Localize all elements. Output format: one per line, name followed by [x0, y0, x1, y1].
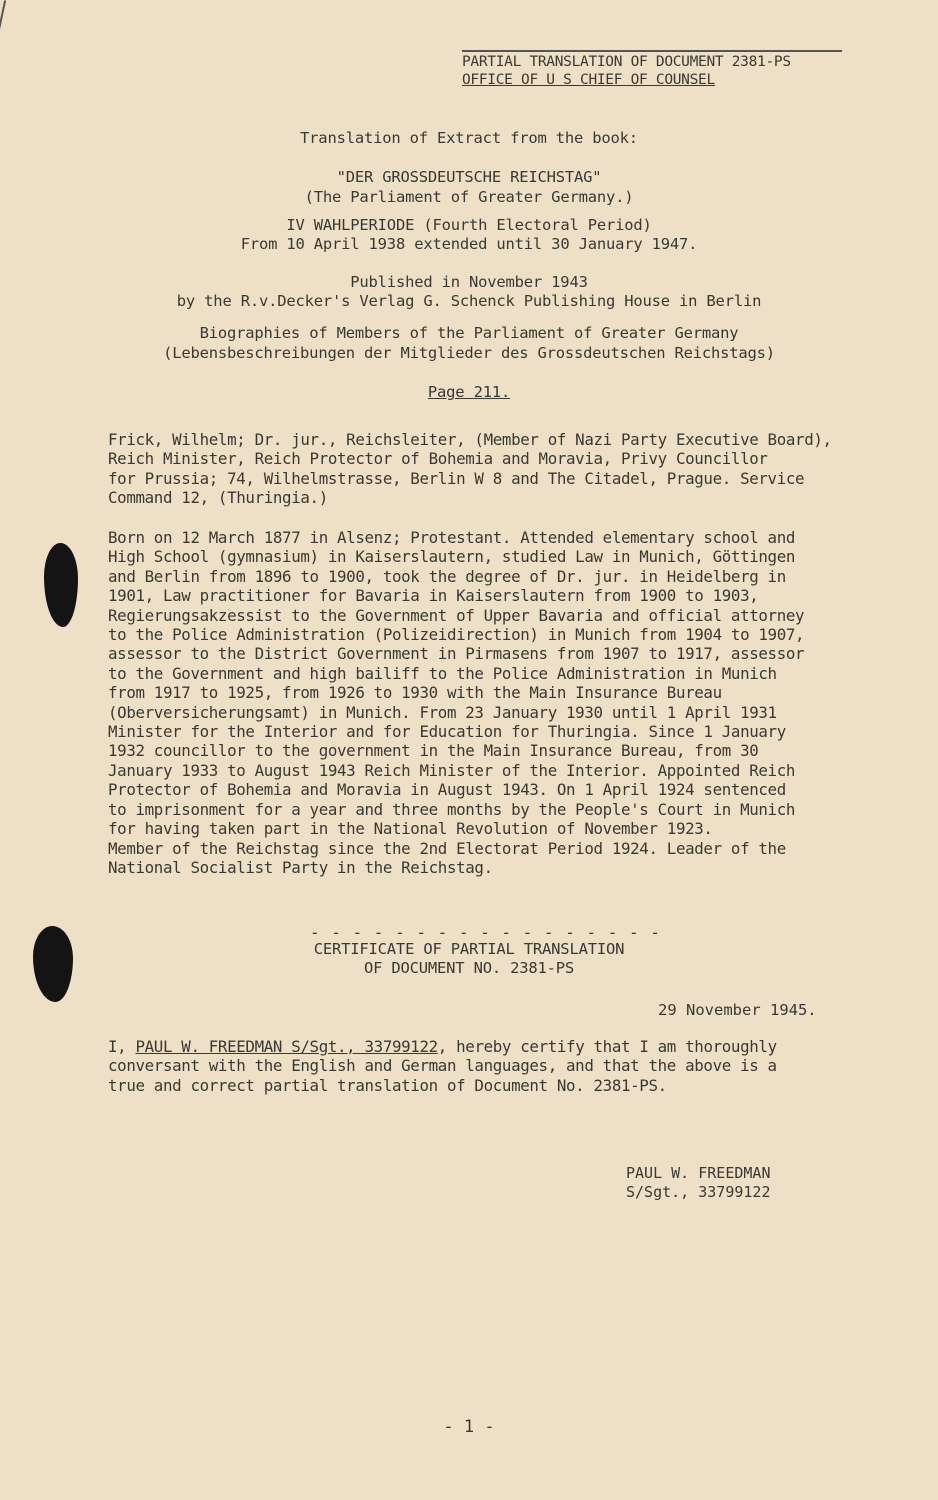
section-separator: - - - - - - - - - - - - - - - - -	[310, 923, 661, 942]
header-line-2: OFFICE OF U S CHIEF OF COUNSEL	[462, 72, 715, 88]
intro-line: Translation of Extract from the book:	[300, 129, 638, 147]
entry-heading: Frick, Wilhelm; Dr. jur., Reichsleiter, (Member of Nazi Party Executive Board), Reich Minister, Reich Protector of Bohemia and Moravia, Privy Councillor for Prussia; 74, Wilhelmstrasse, Berlin W 8 and The Citadel, Prague. Service Command 12, (Thuringia.)	[108, 430, 832, 508]
book-title-translation: (The Parliament of Greater Germany.)	[304, 188, 634, 206]
document-header	[462, 50, 842, 89]
statement-prefix: I,	[108, 1037, 136, 1056]
signature-name: PAUL W. FREEDMAN	[626, 1164, 771, 1182]
translator-name: PAUL W. FREEDMAN S/Sgt., 33799122	[135, 1037, 438, 1056]
published-date: Published in November 1943	[350, 273, 588, 291]
certificate-date: 29 November 1945.	[658, 1001, 817, 1019]
publisher: by the R.v.Decker's Verlag G. Schenck Publishing House in Berlin	[176, 292, 762, 310]
ink-blot-mark	[44, 543, 78, 627]
entry-biography: Born on 12 March 1877 in Alsenz; Protestant. Attended elementary school and High School (gymnasium) in Kaiserslautern, studied Law in Munich, Göttingen and Berlin from 1896 to 1900, took the degree of Dr. jur. in Heidelberg in 1901, Law practitioner for Bavaria in Kaiserslautern from 1900 to 1903, Regierungsakzessist to the Government of Upper Bavaria and official attorney to the Police Administration (Polizeidirection) in Munich from 1904 to 1907, assessor to the District Government in Pirmasens from 1907 to 1917, assessor to the Government and high bailiff to the Police Administration in Munich from 1917 to 1925, from 1926 to 1930 with the Main Insurance Bureau (Oberversicherungsamt) in Munich. From 23 January 1930 until 1 April 1931 Minister for the Interior and for Education for Thuringia. Since 1 January 1932 councillor to the government in the Main Insurance Bureau, from 30 January 1933 to August 1943 Reich Minister of the Interior. Appointed Reich Protector of Bohemia and Moravia in August 1943. On 1 April 1924 sentenced to imprisonment for a year and three months by the People's Court in Munich for having taken part in the National Revolution of November 1923. Member of the Reichstag since the 2nd Electorat Period 1924. Leader of the National Socialist Party in the Reichstag.	[108, 528, 805, 877]
certificate-subtitle: OF DOCUMENT NO. 2381-PS	[363, 959, 575, 977]
biographies-title-german: (Lebensbeschreibungen der Mitglieder des Grossdeutschen Reichstags)	[163, 344, 775, 362]
certificate-title: CERTIFICATE OF PARTIAL TRANSLATION	[313, 940, 625, 958]
electoral-period: IV WAHLPERIODE (Fourth Electoral Period)	[286, 216, 652, 234]
book-title: "DER GROSSDEUTSCHE REICHSTAG"	[336, 168, 602, 186]
page-reference: Page 211.	[427, 383, 511, 401]
period-range: From 10 April 1938 extended until 30 January 1947.	[240, 235, 698, 253]
signature-block	[626, 1164, 771, 1202]
statement-body: , hereby certify that I am thoroughly conversant with the English and German languages, and that the above is a true and correct partial translation of Document No. 2381-PS.	[108, 1037, 777, 1095]
header-line-1: PARTIAL TRANSLATION OF DOCUMENT 2381-PS	[462, 50, 842, 71]
certificate-statement	[108, 1037, 828, 1095]
page-edge-mark	[0, 0, 6, 40]
page-number: - 1 -	[443, 1417, 495, 1437]
signature-rank: S/Sgt., 33799122	[626, 1183, 771, 1201]
biographies-title: Biographies of Members of the Parliament of Greater Germany	[199, 324, 739, 342]
